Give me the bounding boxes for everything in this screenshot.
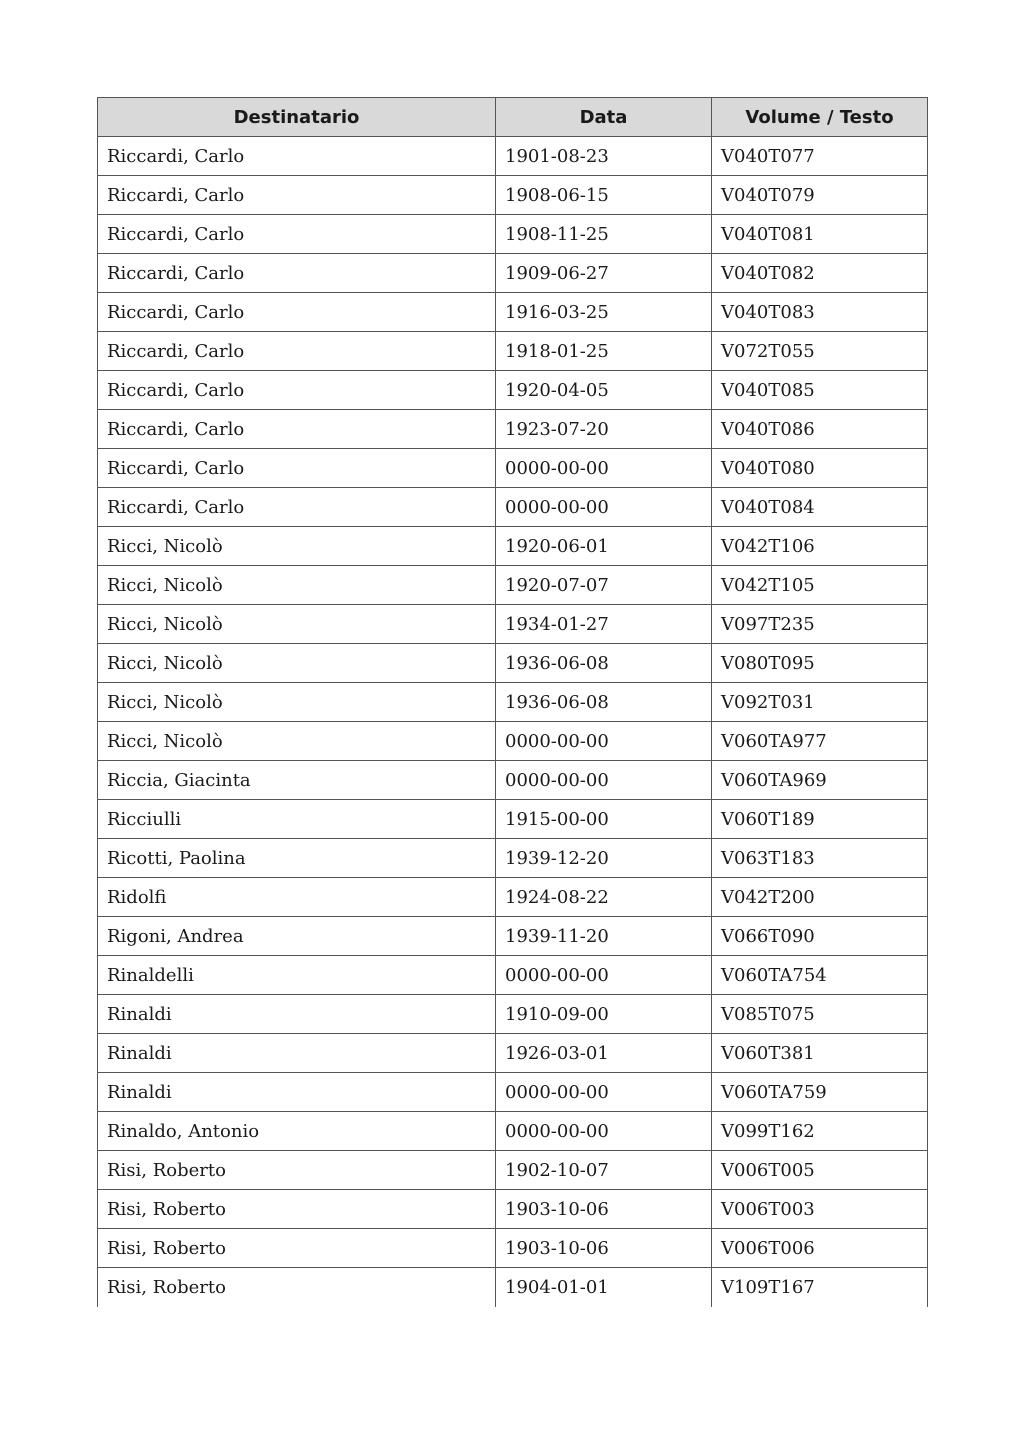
cell-data: 0000-00-00 xyxy=(496,956,712,995)
cell-destinatario: Riccardi, Carlo xyxy=(98,176,496,215)
cell-data: 1908-06-15 xyxy=(496,176,712,215)
table-row xyxy=(98,566,928,605)
cell-destinatario: Ricci, Nicolò xyxy=(98,683,496,722)
column-header-volume-testo: Volume / Testo xyxy=(712,98,928,137)
cell-data: 1915-00-00 xyxy=(496,800,712,839)
column-header-destinatario: Destinatario xyxy=(98,98,496,137)
cell-volume-testo: V006T006 xyxy=(712,1229,928,1268)
cell-volume-testo: V042T105 xyxy=(712,566,928,605)
cell-destinatario: Ricci, Nicolò xyxy=(98,527,496,566)
cell-destinatario: Rinaldi xyxy=(98,1034,496,1073)
cell-data: 1939-12-20 xyxy=(496,839,712,878)
table-row xyxy=(98,215,928,254)
table-row xyxy=(98,1073,928,1112)
cell-destinatario: Riccardi, Carlo xyxy=(98,410,496,449)
cell-data: 0000-00-00 xyxy=(496,488,712,527)
table-row xyxy=(98,254,928,293)
cell-destinatario: Rinaldelli xyxy=(98,956,496,995)
cell-destinatario: Risi, Roberto xyxy=(98,1268,496,1307)
cell-volume-testo: V063T183 xyxy=(712,839,928,878)
table-row xyxy=(98,605,928,644)
cell-volume-testo: V097T235 xyxy=(712,605,928,644)
cell-destinatario: Riccardi, Carlo xyxy=(98,449,496,488)
cell-destinatario: Riccardi, Carlo xyxy=(98,254,496,293)
cell-destinatario: Ricciulli xyxy=(98,800,496,839)
cell-volume-testo: V109T167 xyxy=(712,1268,928,1307)
cell-volume-testo: V085T075 xyxy=(712,995,928,1034)
table-header-row xyxy=(98,98,928,137)
cell-destinatario: Rinaldo, Antonio xyxy=(98,1112,496,1151)
cell-volume-testo: V080T095 xyxy=(712,644,928,683)
cell-destinatario: Ridolfi xyxy=(98,878,496,917)
cell-destinatario: Riccardi, Carlo xyxy=(98,488,496,527)
cell-data: 1920-07-07 xyxy=(496,566,712,605)
cell-volume-testo: V040T077 xyxy=(712,137,928,176)
cell-destinatario: Riccardi, Carlo xyxy=(98,332,496,371)
cell-volume-testo: V060TA977 xyxy=(712,722,928,761)
cell-destinatario: Ricotti, Paolina xyxy=(98,839,496,878)
cell-destinatario: Ricci, Nicolò xyxy=(98,605,496,644)
cell-data: 1916-03-25 xyxy=(496,293,712,332)
table-row xyxy=(98,995,928,1034)
cell-data: 1903-10-06 xyxy=(496,1229,712,1268)
cell-volume-testo: V092T031 xyxy=(712,683,928,722)
table-row xyxy=(98,1112,928,1151)
cell-destinatario: Riccardi, Carlo xyxy=(98,293,496,332)
cell-data: 1939-11-20 xyxy=(496,917,712,956)
cell-volume-testo: V042T200 xyxy=(712,878,928,917)
table-row xyxy=(98,410,928,449)
cell-destinatario: Riccardi, Carlo xyxy=(98,137,496,176)
cell-data: 1936-06-08 xyxy=(496,683,712,722)
cell-destinatario: Rigoni, Andrea xyxy=(98,917,496,956)
cell-data: 1901-08-23 xyxy=(496,137,712,176)
cell-volume-testo: V060TA969 xyxy=(712,761,928,800)
table-row xyxy=(98,1151,928,1190)
cell-volume-testo: V060TA759 xyxy=(712,1073,928,1112)
cell-data: 1920-04-05 xyxy=(496,371,712,410)
table-row xyxy=(98,527,928,566)
cell-data: 0000-00-00 xyxy=(496,449,712,488)
cell-volume-testo: V060TA754 xyxy=(712,956,928,995)
cell-volume-testo: V040T083 xyxy=(712,293,928,332)
cell-data: 0000-00-00 xyxy=(496,1112,712,1151)
cell-data: 1902-10-07 xyxy=(496,1151,712,1190)
table-row xyxy=(98,1190,928,1229)
cell-volume-testo: V042T106 xyxy=(712,527,928,566)
table-row xyxy=(98,176,928,215)
cell-data: 0000-00-00 xyxy=(496,722,712,761)
table-row xyxy=(98,1268,928,1307)
table-row xyxy=(98,878,928,917)
table-row xyxy=(98,722,928,761)
cell-destinatario: Riccia, Giacinta xyxy=(98,761,496,800)
table-row xyxy=(98,293,928,332)
cell-volume-testo: V072T055 xyxy=(712,332,928,371)
cell-destinatario: Riccardi, Carlo xyxy=(98,371,496,410)
column-header-data: Data xyxy=(496,98,712,137)
table-row xyxy=(98,137,928,176)
cell-destinatario: Rinaldi xyxy=(98,995,496,1034)
cell-volume-testo: V040T085 xyxy=(712,371,928,410)
cell-destinatario: Riccardi, Carlo xyxy=(98,215,496,254)
correspondence-table xyxy=(97,97,928,1307)
cell-volume-testo: V040T080 xyxy=(712,449,928,488)
table-row xyxy=(98,761,928,800)
cell-volume-testo: V066T090 xyxy=(712,917,928,956)
cell-data: 1923-07-20 xyxy=(496,410,712,449)
cell-volume-testo: V040T084 xyxy=(712,488,928,527)
cell-data: 1903-10-06 xyxy=(496,1190,712,1229)
cell-data: 1924-08-22 xyxy=(496,878,712,917)
table-row xyxy=(98,683,928,722)
cell-data: 1926-03-01 xyxy=(496,1034,712,1073)
table-row xyxy=(98,449,928,488)
cell-volume-testo: V006T005 xyxy=(712,1151,928,1190)
cell-data: 1909-06-27 xyxy=(496,254,712,293)
cell-destinatario: Risi, Roberto xyxy=(98,1151,496,1190)
table-row xyxy=(98,488,928,527)
cell-data: 1920-06-01 xyxy=(496,527,712,566)
table-row xyxy=(98,332,928,371)
table-row xyxy=(98,956,928,995)
table-row xyxy=(98,917,928,956)
cell-volume-testo: V040T082 xyxy=(712,254,928,293)
cell-destinatario: Ricci, Nicolò xyxy=(98,644,496,683)
table-row xyxy=(98,1034,928,1073)
cell-data: 1918-01-25 xyxy=(496,332,712,371)
cell-data: 0000-00-00 xyxy=(496,1073,712,1112)
cell-volume-testo: V006T003 xyxy=(712,1190,928,1229)
cell-destinatario: Rinaldi xyxy=(98,1073,496,1112)
cell-volume-testo: V099T162 xyxy=(712,1112,928,1151)
cell-data: 1936-06-08 xyxy=(496,644,712,683)
cell-data: 1904-01-01 xyxy=(496,1268,712,1307)
table-body xyxy=(98,137,928,1307)
cell-data: 0000-00-00 xyxy=(496,761,712,800)
table-row xyxy=(98,839,928,878)
table-row xyxy=(98,644,928,683)
table-row xyxy=(98,1229,928,1268)
cell-destinatario: Ricci, Nicolò xyxy=(98,566,496,605)
cell-volume-testo: V040T086 xyxy=(712,410,928,449)
cell-volume-testo: V060T189 xyxy=(712,800,928,839)
cell-destinatario: Risi, Roberto xyxy=(98,1190,496,1229)
table-row xyxy=(98,371,928,410)
cell-data: 1934-01-27 xyxy=(496,605,712,644)
cell-volume-testo: V060T381 xyxy=(712,1034,928,1073)
table-row xyxy=(98,800,928,839)
cell-data: 1910-09-00 xyxy=(496,995,712,1034)
cell-data: 1908-11-25 xyxy=(496,215,712,254)
cell-volume-testo: V040T079 xyxy=(712,176,928,215)
cell-volume-testo: V040T081 xyxy=(712,215,928,254)
cell-destinatario: Risi, Roberto xyxy=(98,1229,496,1268)
cell-destinatario: Ricci, Nicolò xyxy=(98,722,496,761)
